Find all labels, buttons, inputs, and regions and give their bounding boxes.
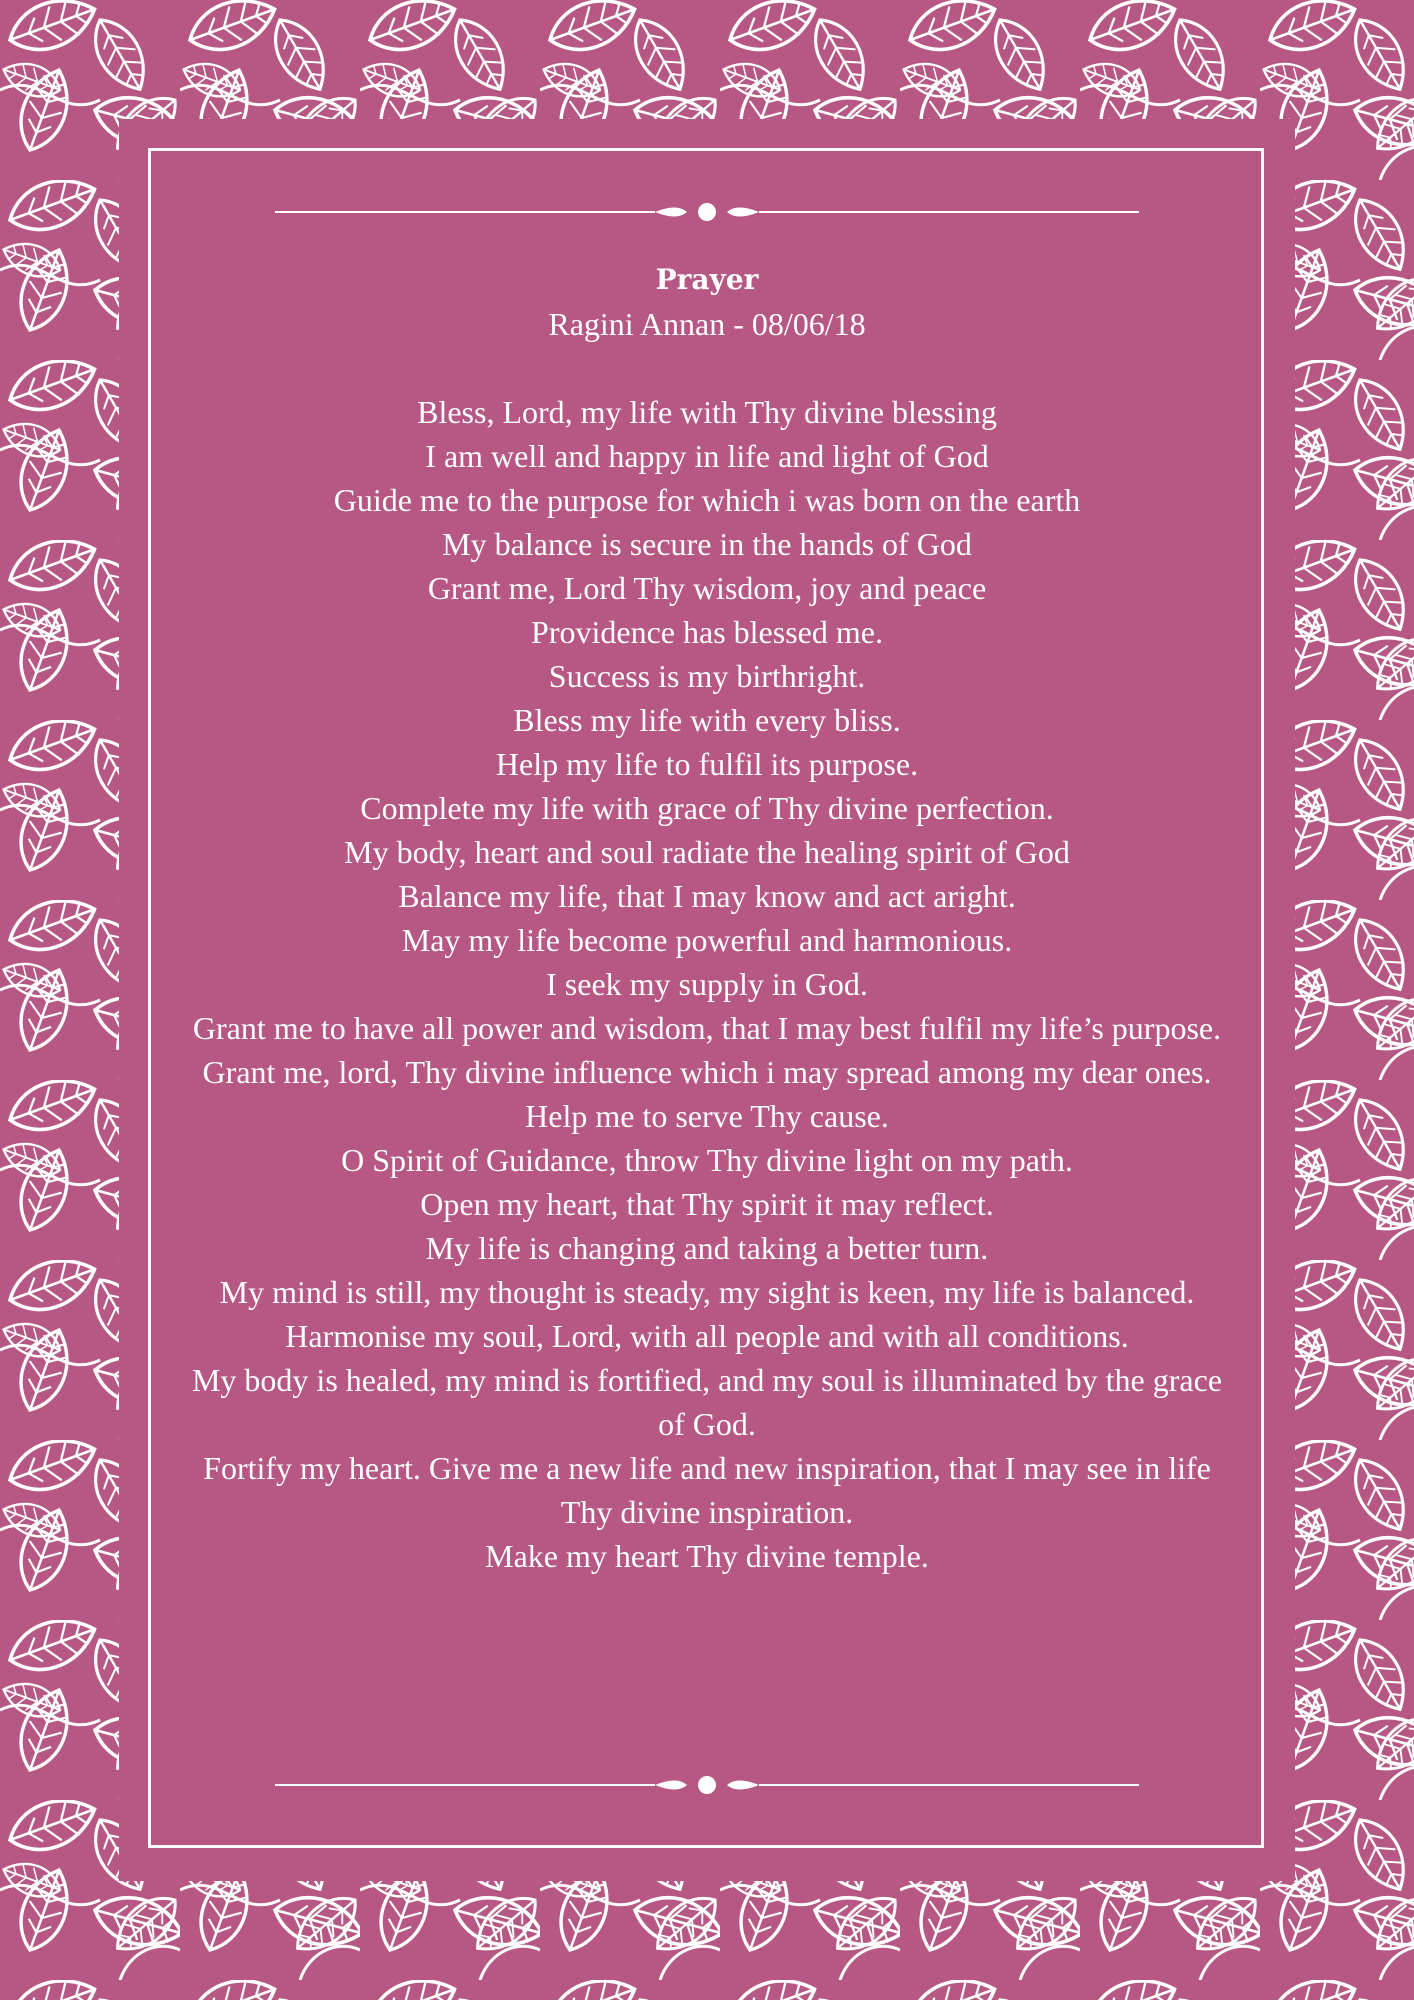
poem-line: Bless, Lord, my life with Thy divine blessing <box>417 394 997 430</box>
author-date: Ragini Annan - 08/06/18 <box>548 306 866 342</box>
prayer-title: Prayer <box>655 263 759 296</box>
poem-line: Complete my life with grace of Thy divine perfection. <box>360 790 1054 826</box>
poem-line: Harmonise my soul, Lord, with all people and with all conditions. <box>285 1318 1129 1354</box>
poem-line: Help me to serve Thy cause. <box>525 1098 889 1134</box>
poem-line: My balance is secure in the hands of God <box>442 526 972 562</box>
poem-line: My body, heart and soul radiate the healing spirit of God <box>344 834 1070 870</box>
poem-line: I seek my supply in God. <box>546 966 868 1002</box>
poem-line: Bless my life with every bliss. <box>513 702 901 738</box>
poem-line: Help my life to fulfil its purpose. <box>495 746 919 782</box>
poem-line: Providence has blessed me. <box>531 614 883 650</box>
poem-line: Fortify my heart. Give me a new life and new inspiration, that I may see in life Thy divine inspiration. <box>203 1450 1211 1530</box>
poem-line: Success is my birthright. <box>548 658 866 694</box>
poem-line: Grant me, lord, Thy divine influence which i may spread among my dear ones. <box>202 1054 1212 1090</box>
poem-line: My life is changing and taking a better turn. <box>425 1230 989 1266</box>
prayer-text <box>185 390 1229 1578</box>
poem-line: Guide me to the purpose for which i was born on the earth <box>333 482 1081 518</box>
poem-line: Grant me, Lord Thy wisdom, joy and peace <box>427 570 987 606</box>
poem-line: Open my heart, that Thy spirit it may reflect. <box>420 1186 994 1222</box>
ornamental-divider-bottom <box>275 1773 1139 1797</box>
poem-line: Grant me to have all power and wisdom, that I may best fulfil my life’s purpose. <box>192 1010 1222 1046</box>
poem-line: I am well and happy in life and light of God <box>425 438 989 474</box>
ornamental-divider-top <box>275 200 1139 224</box>
poem-line: My body is healed, my mind is fortified, and my soul is illuminated by the grace of God. <box>191 1362 1223 1442</box>
poem-line: Balance my life, that I may know and act aright. <box>398 878 1016 914</box>
prayer-content <box>185 258 1229 1578</box>
poem-line: Make my heart Thy divine temple. <box>485 1538 929 1574</box>
poem-line: May my life become powerful and harmonious. <box>401 922 1013 958</box>
poem-line: My mind is still, my thought is steady, my sight is keen, my life is balanced. <box>219 1274 1195 1310</box>
poem-line: O Spirit of Guidance, throw Thy divine light on my path. <box>341 1142 1073 1178</box>
